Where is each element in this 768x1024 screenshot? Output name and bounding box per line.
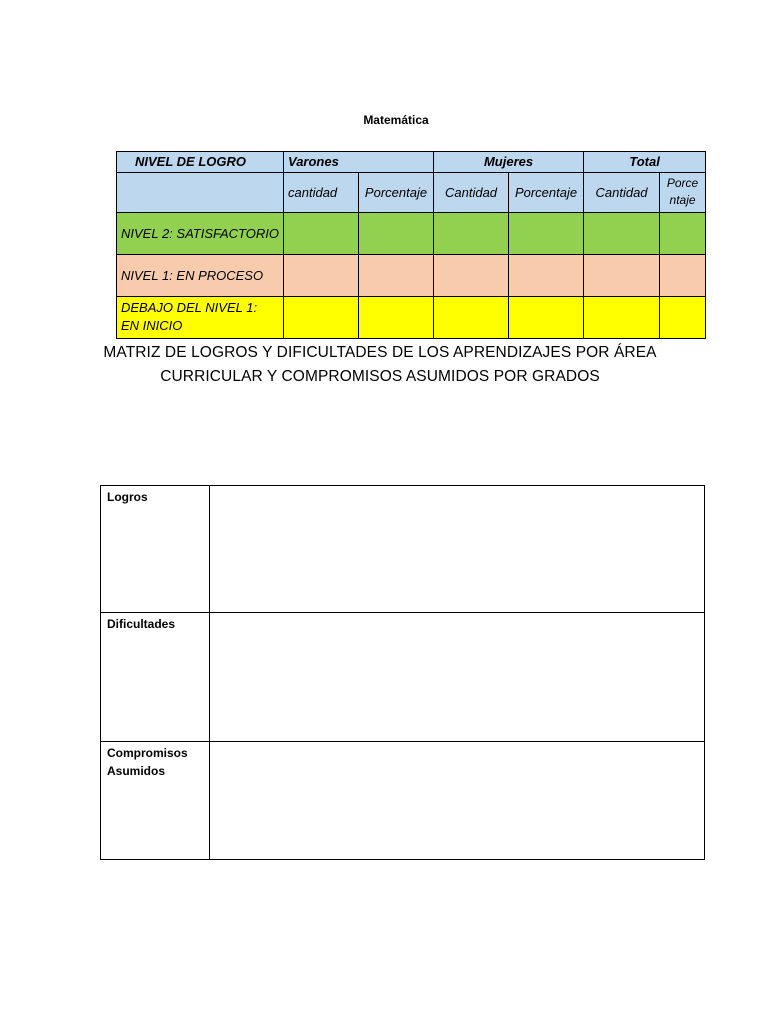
compromisos-content-cell <box>210 742 705 860</box>
table-row <box>117 254 706 296</box>
matrix-title-line1: MATRIZ DE LOGROS Y DIFICULTADES DE LOS APRENDIZAJES POR ÁREA <box>103 344 657 361</box>
data-cell <box>434 296 509 338</box>
level-label-en-inicio-line1: DEBAJO DEL NIVEL 1: <box>121 300 258 316</box>
data-cell <box>509 254 584 296</box>
table-subheader-row <box>117 172 706 212</box>
data-cell <box>584 212 660 254</box>
achievement-levels-table <box>116 151 706 339</box>
subheader-empty-cell <box>117 172 284 212</box>
subheader-total-cantidad: Cantidad <box>584 172 660 212</box>
document-title: Matemática <box>363 113 429 127</box>
data-cell <box>434 212 509 254</box>
subheader-mujeres-cantidad: Cantidad <box>434 172 509 212</box>
row-label-dificultades: Dificultades <box>101 613 210 742</box>
dificultades-content-cell <box>210 613 705 742</box>
table-row <box>101 613 705 742</box>
level-label-en-proceso: NIVEL 1: EN PROCESO <box>117 254 284 296</box>
data-cell <box>284 254 359 296</box>
header-total: Total <box>584 152 706 173</box>
row-label-compromisos <box>101 742 210 860</box>
logros-content-cell <box>210 486 705 613</box>
data-cell <box>359 254 434 296</box>
data-cell <box>584 296 660 338</box>
logros-dificultades-table <box>100 485 705 860</box>
data-cell <box>584 254 660 296</box>
level-label-satisfactorio: NIVEL 2: SATISFACTORIO <box>117 212 284 254</box>
subheader-varones-cantidad: cantidad <box>284 172 359 212</box>
data-cell <box>359 212 434 254</box>
matrix-title-line2: CURRICULAR Y COMPROMISOS ASUMIDOS POR GRADOS <box>160 368 600 385</box>
data-cell <box>509 296 584 338</box>
table-header-row <box>117 152 706 173</box>
row-label-compromisos-line1: Compromisos <box>107 746 188 760</box>
row-label-logros: Logros <box>101 486 210 613</box>
data-cell <box>660 212 706 254</box>
level-label-en-inicio-line2: EN INICIO <box>121 318 183 334</box>
header-varones: Varones <box>284 152 434 173</box>
header-nivel-de-logro: NIVEL DE LOGRO <box>117 152 284 173</box>
table-row <box>117 296 706 338</box>
data-cell <box>434 254 509 296</box>
subheader-mujeres-porcentaje: Porcentaje <box>509 172 584 212</box>
data-cell <box>660 254 706 296</box>
subheader-total-porcentaje: Porce ntaje <box>660 172 706 212</box>
matrix-title <box>100 341 660 389</box>
data-cell <box>509 212 584 254</box>
data-cell <box>284 296 359 338</box>
subheader-varones-porcentaje: Porcentaje <box>359 172 434 212</box>
data-cell <box>284 212 359 254</box>
row-label-compromisos-line2: Asumidos <box>107 764 166 778</box>
table-row <box>101 742 705 860</box>
table-row <box>117 212 706 254</box>
header-mujeres: Mujeres <box>434 152 584 173</box>
data-cell <box>359 296 434 338</box>
level-label-en-inicio <box>117 296 284 338</box>
table-row <box>101 486 705 613</box>
data-cell <box>660 296 706 338</box>
